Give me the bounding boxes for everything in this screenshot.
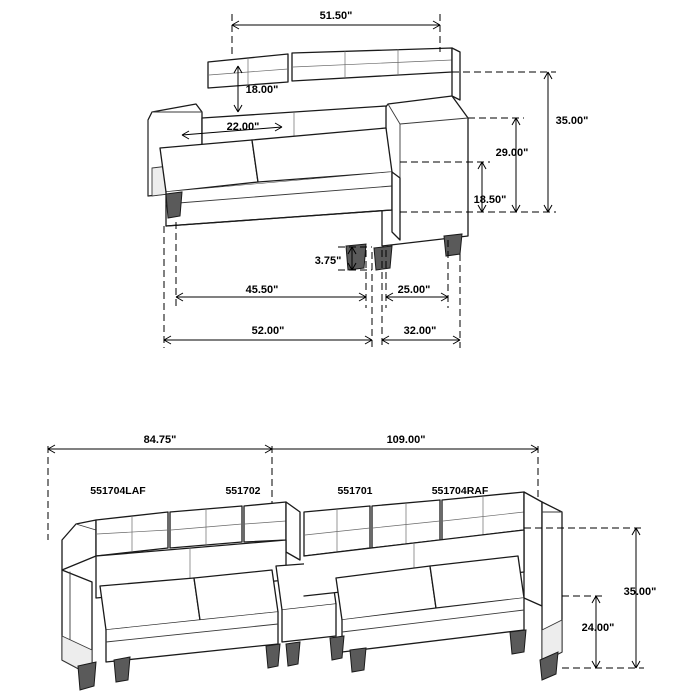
dim-seat-cushion-depth: 22.00" [226, 121, 260, 133]
label-part-corner: 551701 [337, 485, 373, 497]
dim-seat-width: 45.50" [245, 284, 279, 296]
sectional-drawing [62, 492, 562, 690]
dim-overall-width-top: 51.50" [319, 10, 353, 22]
dim-seat-depth: 25.00" [397, 284, 431, 296]
dim-seat-height: 18.50" [473, 194, 507, 206]
dim-leg-height: 3.75" [314, 255, 342, 267]
dim-overall-depth: 32.00" [403, 325, 437, 337]
label-part-raf: 551704RAF [431, 485, 489, 497]
dim-overall-length: 52.00" [251, 325, 285, 337]
dim-sectional-seat-height: 24.00" [581, 622, 615, 634]
sofa-elevation-group [148, 10, 588, 348]
dim-sectional-overall-height: 35.00" [623, 586, 657, 598]
sectional-plan-group [48, 434, 656, 690]
label-part-laf: 551704LAF [90, 485, 146, 497]
dim-arm-height: 29.00" [495, 147, 529, 159]
sofa-drawing [148, 48, 468, 270]
label-part-armless: 551702 [225, 485, 261, 497]
dim-back-cushion-height: 18.00" [245, 84, 279, 96]
dim-left-section-width: 84.75" [143, 434, 177, 446]
dim-right-section-width: 109.00" [386, 434, 426, 446]
dim-overall-height: 35.00" [555, 115, 589, 127]
